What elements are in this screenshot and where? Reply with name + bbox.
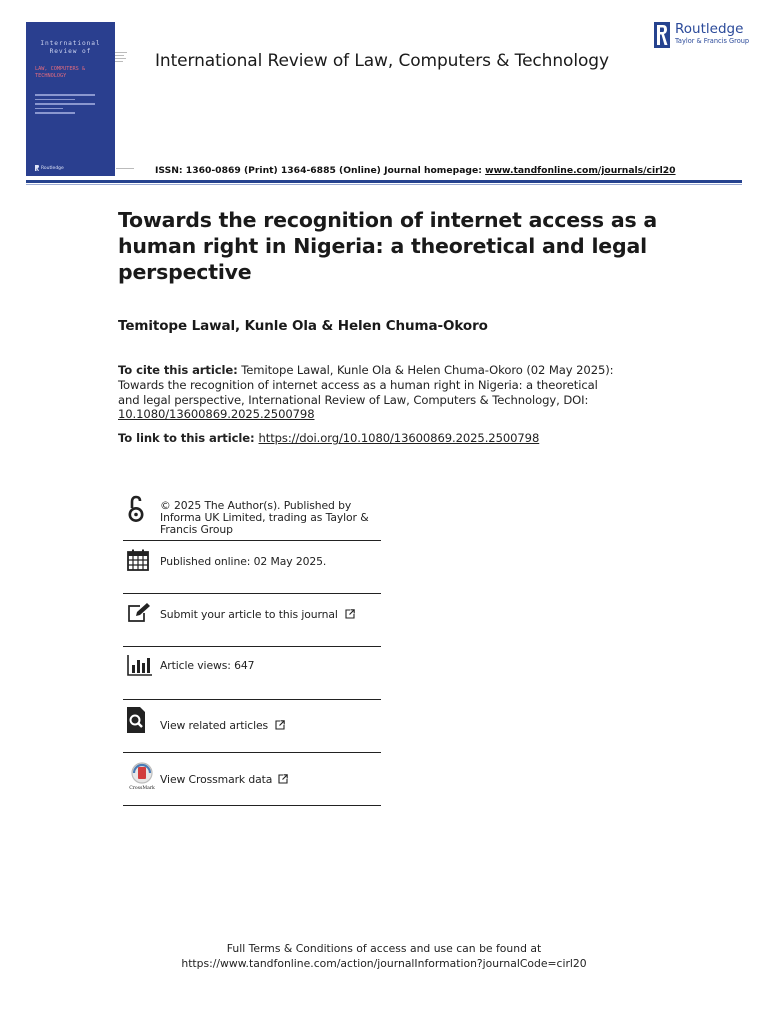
calendar-icon [127, 549, 149, 571]
issn-line [155, 165, 676, 176]
cite-text: Temitope Lawal, Kunle Ola & Helen Chuma-Okoro (02 May 2025): Towards the recognition of internet access as a human right in Nigeria: a theoretical and legal perspective, International Review of Law, Computers & Technology, DOI: [118, 363, 614, 407]
cover-publisher [35, 165, 64, 171]
edit-icon [127, 602, 151, 624]
article-authors: Temitope Lawal, Kunle Ola & Helen Chuma-Okoro [118, 318, 488, 334]
crossmark-icon [127, 762, 157, 790]
publisher-group: Taylor & Francis Group [675, 37, 750, 45]
cite-label: To cite this article: [118, 363, 238, 377]
cover-title-line2: Review of [49, 48, 92, 55]
external-link-icon [278, 774, 288, 784]
publisher-name: Routledge [675, 21, 744, 37]
publisher-logo [654, 22, 749, 48]
related-articles-item[interactable] [123, 700, 381, 753]
article-meta-list [123, 492, 381, 806]
copyright-text: © 2025 The Author(s). Published by Informa UK Limited, trading as Taylor & Francis Group [160, 499, 369, 537]
routledge-logo-icon [654, 22, 670, 48]
open-access-item [123, 492, 381, 541]
routledge-mini-icon [35, 165, 39, 171]
cover-decoration [35, 94, 95, 117]
related-articles-link[interactable]: View related articles [160, 719, 269, 732]
article-views-item [123, 647, 381, 700]
external-link-icon [275, 720, 285, 730]
terms-footer [0, 942, 768, 971]
published-online-item [123, 541, 381, 594]
submit-article-link[interactable]: Submit your article to this journal [160, 608, 338, 621]
external-link-icon [345, 609, 355, 619]
cover-subtitle: LAW, COMPUTERS & TECHNOLOGY [35, 66, 85, 79]
crossmark-caption: CrossMark [129, 786, 155, 790]
cover-title-line1: International [40, 40, 101, 47]
journal-name: International Review of Law, Computers & Technology [155, 51, 609, 71]
submit-article-item[interactable] [123, 594, 381, 647]
journal-cover-image [26, 22, 115, 176]
header-rule-thin [26, 184, 742, 185]
bar-chart-icon [127, 654, 153, 676]
header-rule [26, 180, 742, 183]
terms-footer-line1: Full Terms & Conditions of access and use can be found at [226, 942, 542, 955]
cover-edge-decoration [115, 52, 135, 62]
crossmark-item[interactable] [123, 753, 381, 806]
article-link-block [118, 431, 539, 445]
article-doi-link[interactable]: https://doi.org/10.1080/13600869.2025.2500798 [258, 431, 540, 445]
issn-text: ISSN: 1360-0869 (Print) 1364-6885 (Online) Journal homepage: [155, 165, 486, 176]
cover-edge-decoration-bottom [116, 168, 134, 169]
link-label: To link to this article: [118, 431, 259, 445]
published-online-text: Published online: 02 May 2025. [160, 555, 327, 568]
terms-footer-link[interactable]: https://www.tandfonline.com/action/journalInformation?journalCode=cirl20 [181, 956, 587, 970]
journal-homepage-link[interactable]: www.tandfonline.com/journals/cirl20 [485, 165, 676, 176]
open-access-icon [125, 494, 147, 524]
cite-doi-link[interactable]: 10.1080/13600869.2025.2500798 [118, 407, 315, 422]
cover-publisher-label: Routledge [41, 165, 64, 171]
citation-block [118, 363, 618, 422]
crossmark-link[interactable]: View Crossmark data [160, 773, 273, 786]
related-articles-search-icon [127, 707, 149, 733]
article-title: Towards the recognition of internet access as a human right in Nigeria: a theoretical and legal perspective [118, 208, 658, 284]
article-views-text: Article views: 647 [160, 659, 255, 672]
